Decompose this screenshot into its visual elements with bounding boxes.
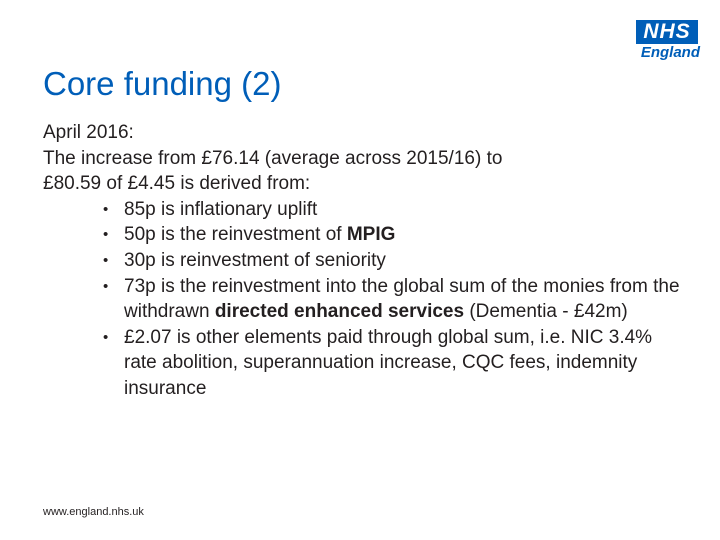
footer-url: www.england.nhs.uk: [43, 506, 144, 518]
bullet-text: (Dementia - £42m): [464, 301, 628, 323]
intro-line: The increase from £76.14 (average across 2015/16) to: [43, 147, 503, 169]
bullet-text: 50p is the reinvestment of: [124, 224, 347, 246]
intro-line: April 2016:: [43, 122, 134, 143]
bullet-dot-icon: •: [103, 200, 109, 218]
bullet-bold-text: MPIG: [346, 224, 396, 246]
bullet-dot-icon: •: [103, 251, 109, 269]
bullet-dot-icon: •: [103, 226, 109, 244]
bullet-list: [102, 197, 683, 402]
bullet-dot-icon: •: [103, 328, 109, 346]
bullet-item: [102, 222, 684, 248]
bullet-item: [102, 197, 684, 223]
nhs-logo-box: NHS: [636, 20, 698, 44]
bullet-text: £2.07 is other elements paid through global sum, i.e. NIC 3.4% rate abolition, superannuation increase, CQC fees, indemnity insurance: [124, 326, 653, 399]
nhs-england-logo: [634, 20, 700, 61]
bullet-item: [102, 248, 684, 274]
intro-line: £80.59 of £4.45 is derived from:: [43, 173, 311, 195]
slide-body: [43, 120, 683, 402]
bullet-text: 85p is inflationary uplift: [124, 198, 318, 220]
nhs-logo-region: England: [640, 44, 700, 61]
page-title: Core funding (2): [43, 65, 282, 102]
bullet-dot-icon: •: [103, 277, 109, 295]
bullet-item: [102, 274, 684, 325]
bullet-item: [102, 325, 684, 402]
bullet-bold-text: directed enhanced services: [214, 301, 465, 323]
bullet-text: 73p is the reinvestment into the global sum of the monies from the withdrawn: [124, 275, 680, 323]
bullet-text: 30p is reinvestment of seniority: [124, 249, 386, 271]
